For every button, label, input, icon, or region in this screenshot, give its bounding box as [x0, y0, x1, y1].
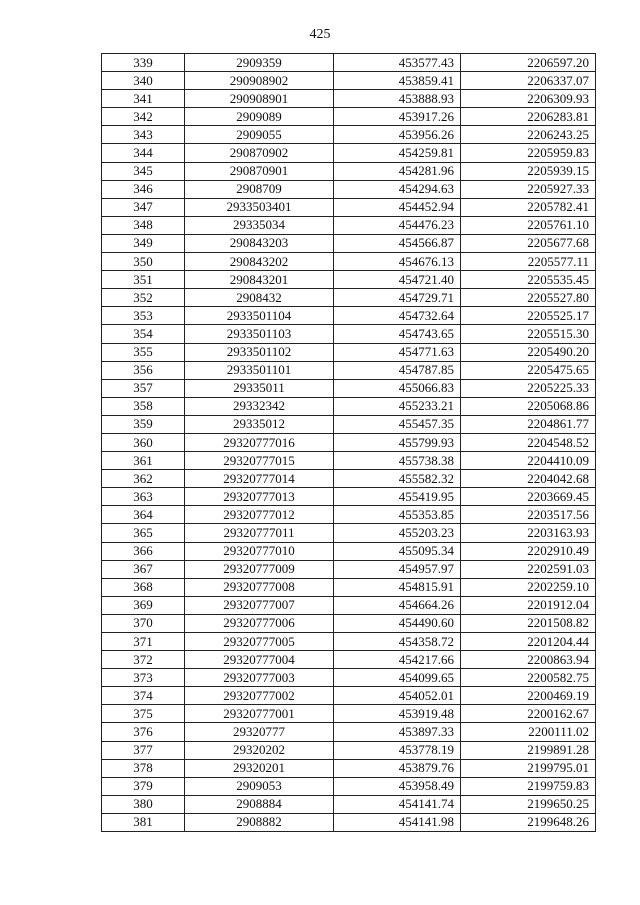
- row-index-cell: 363: [102, 488, 185, 506]
- row-index-cell: 350: [102, 253, 185, 271]
- point-id-cell: 29320201: [185, 759, 334, 777]
- row-index-cell: 375: [102, 705, 185, 723]
- table-row: [102, 669, 596, 687]
- table-row: [102, 90, 596, 108]
- x-coordinate-cell: 453577.43: [334, 54, 461, 72]
- table-row: [102, 578, 596, 596]
- point-id-cell: 29320777007: [185, 596, 334, 614]
- point-id-cell: 2908432: [185, 289, 334, 307]
- row-index-cell: 344: [102, 144, 185, 162]
- point-id-cell: 29320777003: [185, 669, 334, 687]
- row-index-cell: 379: [102, 777, 185, 795]
- x-coordinate-cell: 454294.63: [334, 180, 461, 198]
- row-index-cell: 378: [102, 759, 185, 777]
- x-coordinate-cell: 455457.35: [334, 415, 461, 433]
- table-row: [102, 651, 596, 669]
- point-id-cell: 29320777016: [185, 433, 334, 451]
- row-index-cell: 368: [102, 578, 185, 596]
- point-id-cell: 29320777006: [185, 614, 334, 632]
- x-coordinate-cell: 454259.81: [334, 144, 461, 162]
- table-row: [102, 614, 596, 632]
- row-index-cell: 380: [102, 795, 185, 813]
- row-index-cell: 339: [102, 54, 185, 72]
- y-coordinate-cell: 2206597.20: [461, 54, 596, 72]
- row-index-cell: 341: [102, 90, 185, 108]
- row-index-cell: 367: [102, 560, 185, 578]
- point-id-cell: 29320777010: [185, 542, 334, 560]
- table-row: [102, 795, 596, 813]
- x-coordinate-cell: 454957.97: [334, 560, 461, 578]
- row-index-cell: 355: [102, 343, 185, 361]
- y-coordinate-cell: 2205577.11: [461, 253, 596, 271]
- table-row: [102, 596, 596, 614]
- x-coordinate-cell: 454358.72: [334, 633, 461, 651]
- table-row: [102, 397, 596, 415]
- table-row: [102, 759, 596, 777]
- table-row: [102, 777, 596, 795]
- x-coordinate-cell: 454099.65: [334, 669, 461, 687]
- point-id-cell: 290843202: [185, 253, 334, 271]
- table-row: [102, 325, 596, 343]
- row-index-cell: 361: [102, 452, 185, 470]
- table-row: [102, 198, 596, 216]
- row-index-cell: 348: [102, 216, 185, 234]
- point-id-cell: 290843201: [185, 271, 334, 289]
- y-coordinate-cell: 2205927.33: [461, 180, 596, 198]
- x-coordinate-cell: 453859.41: [334, 72, 461, 90]
- y-coordinate-cell: 2205782.41: [461, 198, 596, 216]
- row-index-cell: 371: [102, 633, 185, 651]
- x-coordinate-cell: 453919.48: [334, 705, 461, 723]
- point-id-cell: 290843203: [185, 234, 334, 252]
- point-id-cell: 29320777015: [185, 452, 334, 470]
- row-index-cell: 352: [102, 289, 185, 307]
- x-coordinate-cell: 455419.95: [334, 488, 461, 506]
- x-coordinate-cell: 455066.83: [334, 379, 461, 397]
- y-coordinate-cell: 2205939.15: [461, 162, 596, 180]
- point-id-cell: 2909089: [185, 108, 334, 126]
- y-coordinate-cell: 2205490.20: [461, 343, 596, 361]
- table-row: [102, 271, 596, 289]
- row-index-cell: 360: [102, 433, 185, 451]
- row-index-cell: 354: [102, 325, 185, 343]
- table-row: [102, 542, 596, 560]
- table-row: [102, 524, 596, 542]
- row-index-cell: 373: [102, 669, 185, 687]
- y-coordinate-cell: 2201508.82: [461, 614, 596, 632]
- table-row: [102, 506, 596, 524]
- table-row: [102, 216, 596, 234]
- point-id-cell: 29320777008: [185, 578, 334, 596]
- y-coordinate-cell: 2202259.10: [461, 578, 596, 596]
- point-id-cell: 29320777011: [185, 524, 334, 542]
- table-body: [102, 54, 596, 832]
- y-coordinate-cell: 2199891.28: [461, 741, 596, 759]
- y-coordinate-cell: 2206283.81: [461, 108, 596, 126]
- x-coordinate-cell: 455095.34: [334, 542, 461, 560]
- y-coordinate-cell: 2200111.02: [461, 723, 596, 741]
- x-coordinate-cell: 455799.93: [334, 433, 461, 451]
- y-coordinate-cell: 2205677.68: [461, 234, 596, 252]
- x-coordinate-cell: 454281.96: [334, 162, 461, 180]
- x-coordinate-cell: 454476.23: [334, 216, 461, 234]
- coordinate-table: [101, 53, 596, 832]
- x-coordinate-cell: 453958.49: [334, 777, 461, 795]
- table-row: [102, 415, 596, 433]
- row-index-cell: 377: [102, 741, 185, 759]
- y-coordinate-cell: 2205515.30: [461, 325, 596, 343]
- point-id-cell: 29320777012: [185, 506, 334, 524]
- row-index-cell: 358: [102, 397, 185, 415]
- y-coordinate-cell: 2206243.25: [461, 126, 596, 144]
- y-coordinate-cell: 2200863.94: [461, 651, 596, 669]
- point-id-cell: 29335034: [185, 216, 334, 234]
- y-coordinate-cell: 2203163.93: [461, 524, 596, 542]
- point-id-cell: 29320777: [185, 723, 334, 741]
- y-coordinate-cell: 2199648.26: [461, 813, 596, 831]
- x-coordinate-cell: 453956.26: [334, 126, 461, 144]
- table-row: [102, 723, 596, 741]
- table-row: [102, 289, 596, 307]
- row-index-cell: 356: [102, 361, 185, 379]
- x-coordinate-cell: 454141.74: [334, 795, 461, 813]
- x-coordinate-cell: 455738.38: [334, 452, 461, 470]
- table-row: [102, 180, 596, 198]
- x-coordinate-cell: 453778.19: [334, 741, 461, 759]
- y-coordinate-cell: 2199795.01: [461, 759, 596, 777]
- point-id-cell: 2933501102: [185, 343, 334, 361]
- point-id-cell: 29332342: [185, 397, 334, 415]
- x-coordinate-cell: 454732.64: [334, 307, 461, 325]
- x-coordinate-cell: 454787.85: [334, 361, 461, 379]
- point-id-cell: 29320777004: [185, 651, 334, 669]
- table-row: [102, 361, 596, 379]
- table-row: [102, 108, 596, 126]
- x-coordinate-cell: 454743.65: [334, 325, 461, 343]
- x-coordinate-cell: 454217.66: [334, 651, 461, 669]
- y-coordinate-cell: 2199759.83: [461, 777, 596, 795]
- x-coordinate-cell: 453897.33: [334, 723, 461, 741]
- point-id-cell: 290870901: [185, 162, 334, 180]
- y-coordinate-cell: 2201912.04: [461, 596, 596, 614]
- y-coordinate-cell: 2205535.45: [461, 271, 596, 289]
- table-row: [102, 126, 596, 144]
- x-coordinate-cell: 455582.32: [334, 470, 461, 488]
- y-coordinate-cell: 2205068.86: [461, 397, 596, 415]
- table-row: [102, 433, 596, 451]
- point-id-cell: 29320777001: [185, 705, 334, 723]
- point-id-cell: 29335012: [185, 415, 334, 433]
- point-id-cell: 2909359: [185, 54, 334, 72]
- row-index-cell: 362: [102, 470, 185, 488]
- row-index-cell: 365: [102, 524, 185, 542]
- row-index-cell: 346: [102, 180, 185, 198]
- y-coordinate-cell: 2203517.56: [461, 506, 596, 524]
- y-coordinate-cell: 2205525.17: [461, 307, 596, 325]
- row-index-cell: 357: [102, 379, 185, 397]
- y-coordinate-cell: 2201204.44: [461, 633, 596, 651]
- table-row: [102, 813, 596, 831]
- point-id-cell: 290870902: [185, 144, 334, 162]
- row-index-cell: 376: [102, 723, 185, 741]
- row-index-cell: 366: [102, 542, 185, 560]
- table-row: [102, 488, 596, 506]
- point-id-cell: 2909053: [185, 777, 334, 795]
- x-coordinate-cell: 454490.60: [334, 614, 461, 632]
- row-index-cell: 364: [102, 506, 185, 524]
- table-row: [102, 162, 596, 180]
- table-row: [102, 72, 596, 90]
- row-index-cell: 347: [102, 198, 185, 216]
- point-id-cell: 2908882: [185, 813, 334, 831]
- y-coordinate-cell: 2200469.19: [461, 687, 596, 705]
- y-coordinate-cell: 2205761.10: [461, 216, 596, 234]
- row-index-cell: 359: [102, 415, 185, 433]
- y-coordinate-cell: 2202591.03: [461, 560, 596, 578]
- point-id-cell: 29320777014: [185, 470, 334, 488]
- row-index-cell: 340: [102, 72, 185, 90]
- row-index-cell: 351: [102, 271, 185, 289]
- point-id-cell: 2933501104: [185, 307, 334, 325]
- table-row: [102, 741, 596, 759]
- point-id-cell: 2908709: [185, 180, 334, 198]
- row-index-cell: 370: [102, 614, 185, 632]
- point-id-cell: 290908901: [185, 90, 334, 108]
- table-row: [102, 307, 596, 325]
- y-coordinate-cell: 2200162.67: [461, 705, 596, 723]
- y-coordinate-cell: 2204548.52: [461, 433, 596, 451]
- x-coordinate-cell: 454052.01: [334, 687, 461, 705]
- table-row: [102, 54, 596, 72]
- table-row: [102, 633, 596, 651]
- y-coordinate-cell: 2204042.68: [461, 470, 596, 488]
- y-coordinate-cell: 2204861.77: [461, 415, 596, 433]
- row-index-cell: 374: [102, 687, 185, 705]
- table-row: [102, 343, 596, 361]
- table-row: [102, 560, 596, 578]
- y-coordinate-cell: 2200582.75: [461, 669, 596, 687]
- table-row: [102, 253, 596, 271]
- x-coordinate-cell: 453879.76: [334, 759, 461, 777]
- y-coordinate-cell: 2203669.45: [461, 488, 596, 506]
- point-id-cell: 2933503401: [185, 198, 334, 216]
- row-index-cell: 369: [102, 596, 185, 614]
- y-coordinate-cell: 2204410.09: [461, 452, 596, 470]
- row-index-cell: 343: [102, 126, 185, 144]
- x-coordinate-cell: 453888.93: [334, 90, 461, 108]
- row-index-cell: 381: [102, 813, 185, 831]
- row-index-cell: 372: [102, 651, 185, 669]
- row-index-cell: 342: [102, 108, 185, 126]
- y-coordinate-cell: 2199650.25: [461, 795, 596, 813]
- point-id-cell: 2933501101: [185, 361, 334, 379]
- point-id-cell: 2908884: [185, 795, 334, 813]
- point-id-cell: 29320777009: [185, 560, 334, 578]
- x-coordinate-cell: 454721.40: [334, 271, 461, 289]
- point-id-cell: 2909055: [185, 126, 334, 144]
- point-id-cell: 29320777005: [185, 633, 334, 651]
- row-index-cell: 353: [102, 307, 185, 325]
- table-row: [102, 144, 596, 162]
- y-coordinate-cell: 2205475.65: [461, 361, 596, 379]
- x-coordinate-cell: 454729.71: [334, 289, 461, 307]
- y-coordinate-cell: 2205959.83: [461, 144, 596, 162]
- x-coordinate-cell: 455203.23: [334, 524, 461, 542]
- x-coordinate-cell: 454566.87: [334, 234, 461, 252]
- page-number: 425: [309, 27, 331, 42]
- row-index-cell: 349: [102, 234, 185, 252]
- x-coordinate-cell: 454141.98: [334, 813, 461, 831]
- table-row: [102, 687, 596, 705]
- y-coordinate-cell: 2205527.80: [461, 289, 596, 307]
- x-coordinate-cell: 454452.94: [334, 198, 461, 216]
- x-coordinate-cell: 454676.13: [334, 253, 461, 271]
- y-coordinate-cell: 2205225.33: [461, 379, 596, 397]
- table-row: [102, 234, 596, 252]
- x-coordinate-cell: 455353.85: [334, 506, 461, 524]
- y-coordinate-cell: 2206309.93: [461, 90, 596, 108]
- x-coordinate-cell: 455233.21: [334, 397, 461, 415]
- table-row: [102, 705, 596, 723]
- point-id-cell: 29335011: [185, 379, 334, 397]
- y-coordinate-cell: 2202910.49: [461, 542, 596, 560]
- x-coordinate-cell: 453917.26: [334, 108, 461, 126]
- row-index-cell: 345: [102, 162, 185, 180]
- x-coordinate-cell: 454771.63: [334, 343, 461, 361]
- table-row: [102, 452, 596, 470]
- y-coordinate-cell: 2206337.07: [461, 72, 596, 90]
- point-id-cell: 29320202: [185, 741, 334, 759]
- point-id-cell: 29320777013: [185, 488, 334, 506]
- table-row: [102, 379, 596, 397]
- table-row: [102, 470, 596, 488]
- x-coordinate-cell: 454664.26: [334, 596, 461, 614]
- x-coordinate-cell: 454815.91: [334, 578, 461, 596]
- point-id-cell: 29320777002: [185, 687, 334, 705]
- point-id-cell: 2933501103: [185, 325, 334, 343]
- point-id-cell: 290908902: [185, 72, 334, 90]
